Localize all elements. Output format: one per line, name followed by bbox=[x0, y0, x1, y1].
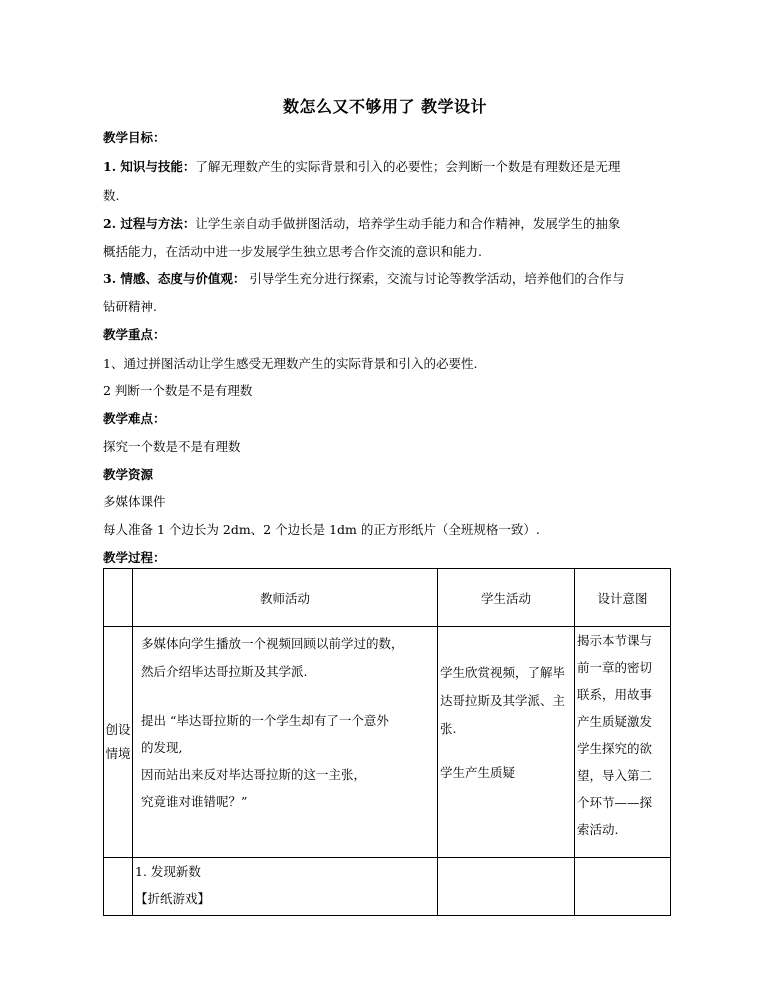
objective-process bbox=[103, 214, 678, 232]
intent-line-5: 学生探究的欲 bbox=[577, 741, 653, 756]
intent-header: 设计意图 bbox=[575, 569, 671, 627]
student-cell bbox=[438, 627, 575, 858]
intent-cell bbox=[575, 627, 671, 858]
stage-cell-empty bbox=[104, 858, 133, 916]
resource-2: 每人准备 1 个边长为 2dm、2 个边长是 1dm 的正方形纸片（全班规格一致）. bbox=[103, 522, 540, 537]
student-line-4: 学生产生质疑 bbox=[440, 765, 516, 780]
teacher-line-1: 1. 发现新数 bbox=[135, 864, 201, 879]
objective-emotion-text: 引导学生充分进行探索，交流与讨论等教学活动，培养他们的合作与 bbox=[245, 271, 625, 286]
table-header-row bbox=[104, 569, 671, 627]
objective-emotion bbox=[103, 269, 678, 287]
intent-line-1: 揭示本节课与 bbox=[577, 633, 653, 648]
objective-process-text: 让学生亲自动手做拼图活动，培养学生动手能力和合作精神，发展学生的抽象 bbox=[195, 216, 621, 231]
intent-line-2: 前一章的密切 bbox=[577, 660, 653, 675]
teacher-cell bbox=[133, 627, 438, 858]
intent-line-4: 产生质疑激发 bbox=[577, 714, 653, 729]
teacher-line-2: 【折纸游戏】 bbox=[135, 891, 211, 906]
resources-heading: 教学资源 bbox=[103, 467, 154, 482]
teacher-header: 教师活动 bbox=[133, 569, 438, 627]
teacher-line-6: 究竟谁对谁错呢？” bbox=[141, 794, 248, 809]
key-points-heading: 教学重点： bbox=[103, 327, 166, 342]
student-line-3: 张. bbox=[440, 721, 457, 736]
objective-process-cont: 概括能力，在活动中进一步发展学生独立思考合作交流的意识和能力. bbox=[103, 244, 482, 259]
intent-line-6: 望，导入第二 bbox=[577, 768, 653, 783]
teacher-line-1: 多媒体向学生播放一个视频回顾以前学过的数， bbox=[141, 636, 404, 651]
intent-line-8: 索活动. bbox=[577, 822, 619, 837]
process-table bbox=[103, 568, 671, 916]
stage-label-1: 创设 bbox=[105, 722, 131, 737]
intent-line-7: 个环节——探 bbox=[577, 795, 653, 810]
objective-knowledge-text: 了解无理数产生的实际背景和引入的必要性；会判断一个数是有理数还是无理 bbox=[195, 159, 621, 174]
objectives-heading: 教学目标： bbox=[103, 130, 166, 145]
student-line-1: 学生欣赏视频，了解毕 bbox=[440, 665, 566, 680]
difficulty-1: 探究一个数是不是有理数 bbox=[103, 439, 241, 454]
student-header: 学生活动 bbox=[438, 569, 575, 627]
intent-cell-empty bbox=[575, 858, 671, 916]
objective-knowledge-cont: 数. bbox=[103, 188, 120, 203]
table-row bbox=[104, 858, 671, 916]
difficulties-heading: 教学难点： bbox=[103, 411, 166, 426]
teacher-line-3: 提出 “毕达哥拉斯的一个学生却有了一个意外 bbox=[141, 713, 389, 728]
stage-header-cell bbox=[104, 569, 133, 627]
table-row bbox=[104, 627, 671, 858]
objective-emotion-label: 3. 情感、态度与价值观： bbox=[103, 271, 246, 286]
teacher-line-2: 然后介绍毕达哥拉斯及其学派. bbox=[141, 664, 308, 679]
document-title: 数怎么又不够用了 教学设计 bbox=[282, 97, 488, 116]
teacher-cell bbox=[133, 858, 438, 916]
objective-knowledge-label: 1. 知识与技能： bbox=[103, 159, 196, 174]
student-cell-empty bbox=[438, 858, 575, 916]
stage-cell bbox=[104, 627, 133, 858]
stage-label-2: 情境 bbox=[105, 746, 131, 761]
objective-emotion-cont: 钻研精神. bbox=[103, 299, 157, 314]
key-point-2: 2 判断一个数是不是有理数 bbox=[103, 383, 253, 398]
objective-process-label: 2. 过程与方法： bbox=[103, 216, 196, 231]
process-heading: 教学过程： bbox=[103, 550, 166, 565]
resource-1: 多媒体课件 bbox=[103, 494, 166, 509]
key-point-1: 1、通过拼图活动让学生感受无理数产生的实际背景和引入的必要性. bbox=[103, 356, 478, 371]
objective-knowledge bbox=[103, 157, 678, 175]
teacher-line-5: 因而站出来反对毕达哥拉斯的这一主张， bbox=[141, 767, 367, 782]
intent-line-3: 联系，用故事 bbox=[577, 687, 653, 702]
student-line-2: 达哥拉斯及其学派、主 bbox=[440, 693, 566, 708]
teacher-line-4: 的发现, bbox=[141, 740, 183, 755]
